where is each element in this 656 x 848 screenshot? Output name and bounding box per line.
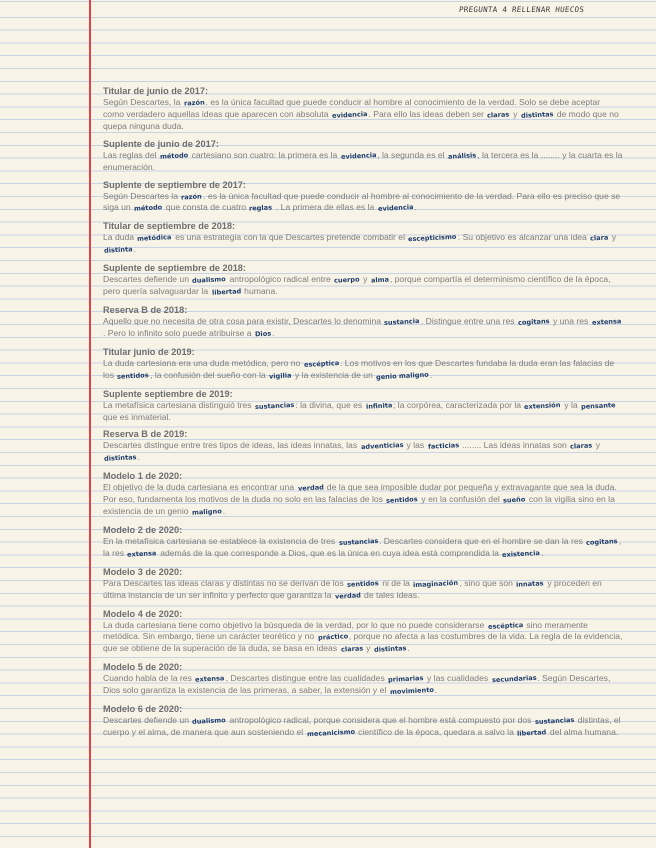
text-segment: La duda [103, 232, 137, 243]
exercise-list [103, 86, 623, 739]
text-segment: . Según Descartes, Dios solo garantiza la existencia de las primeras, a saber, la extensión y el [103, 673, 611, 696]
text-segment: Aquello que no necesita de otra cosa para existir, Descartes lo denomina [103, 315, 384, 326]
text-segment: , la segunda es el [377, 149, 447, 160]
exercise-block [103, 86, 623, 132]
text-segment: , porque compartía el determinismo científico de la época, pero quería salvaguardar la [103, 274, 611, 297]
handwritten-answer: distintas [520, 110, 554, 120]
text-segment: Descartes defiende un [103, 715, 192, 726]
exercise-block [103, 704, 623, 739]
text-segment: sino meramente metódica. Sin embargo, tiene un carácter teorético y no [103, 619, 588, 642]
text-segment: , porque no afecta a las costumbres de la vida. La regla de la evidencia, que se obtiene de la superación de la duda, se basa en ideas [103, 631, 623, 654]
text-segment: y [360, 274, 370, 285]
text-segment: Descartes distingue entre tres tipos de ideas, las ideas innatas, las [103, 440, 360, 451]
text-segment: humana. [241, 286, 278, 297]
exercise-block [103, 609, 623, 656]
text-segment: que consta de cuatro [163, 202, 249, 213]
exercise-text [103, 232, 623, 256]
exercise-text [103, 191, 623, 215]
exercise-block [103, 347, 623, 382]
text-segment: además de la que corresponde a Dios, que es la única en cuya idea está comprendida la [157, 547, 502, 558]
exercise-text [103, 150, 623, 173]
text-segment: . Para ello las ideas deben ser [368, 108, 487, 119]
exercise-text [103, 440, 623, 464]
handwritten-answer: sustancia [384, 317, 421, 327]
text-segment: y [593, 440, 601, 451]
text-segment: y proceden en última instancia de un ser infinito y perfecto que garantiza la [103, 577, 602, 600]
text-segment: y la existencia de un [292, 369, 376, 380]
handwritten-answer: verdad [334, 590, 361, 601]
handwritten-answer: genio maligno [376, 370, 430, 382]
exercise-text [103, 97, 623, 132]
handwritten-answer: dualismo [192, 716, 227, 726]
handwritten-answer: claras [487, 110, 510, 120]
handwritten-answer: sustancias [534, 716, 575, 727]
handwritten-answer: extensa [195, 674, 225, 685]
handwritten-answer: libertad [517, 728, 547, 738]
text-segment: . [222, 506, 226, 517]
exercise-title: Modelo 6 de 2020: [103, 704, 183, 715]
text-segment: , la res [103, 535, 622, 558]
text-segment: distintas, el cuerpo y el alma, de manera que aun sosteniendo el [103, 715, 621, 737]
exercise-text [103, 274, 623, 298]
text-segment: En la metafísica cartesiana se establece la existencia de tres [103, 535, 338, 546]
handwritten-answer: método [133, 203, 163, 214]
handwritten-answer: razón [183, 98, 205, 108]
text-segment: . es la única facultad que puede conducir al hombre al conocimiento de la verdad. Solo se debe aceptar como verdadero aquellas ideas que aparecen con absoluta [103, 97, 601, 119]
text-segment: . [137, 452, 140, 463]
exercise-title: Suplente de septiembre de 2017: [103, 179, 246, 190]
exercise-block [103, 525, 623, 560]
text-segment: cartesiano son cuatro: la primera es la [189, 149, 340, 160]
handwritten-answer: imaginación [413, 578, 459, 589]
exercise-block [103, 389, 623, 423]
exercise-block [103, 429, 623, 464]
exercise-text [103, 316, 623, 340]
text-segment: , sino que son [459, 577, 516, 588]
handwritten-answer: evidencia [340, 150, 377, 161]
handwritten-answer: claras [569, 441, 593, 451]
handwritten-answer: reglas [249, 203, 273, 214]
text-segment: . Pero lo infinito solo puede atribuirse a [103, 327, 254, 338]
exercise-block [103, 662, 623, 697]
exercise-title: Suplente de junio de 2017: [103, 138, 219, 149]
text-segment: . es la única facultad que puede conducir al hombre al conocimiento de la verdad. Para ello es preciso que se siga un [103, 190, 621, 213]
exercise-block [103, 263, 623, 298]
text-segment: ; la corpórea, caracterizada por la [393, 399, 524, 410]
text-segment: y una res [550, 315, 591, 326]
text-segment: Las reglas del [103, 149, 159, 160]
text-segment: . [430, 369, 433, 380]
handwritten-answer: extensa [591, 317, 622, 327]
text-segment: . Descartes considera que en el hombre se dan la res [378, 535, 586, 546]
handwritten-answer: análisis [447, 150, 477, 161]
exercise-text [103, 400, 623, 423]
text-segment: . Distingue entre una res [420, 315, 517, 326]
exercise-title: Modelo 1 de 2020: [103, 471, 183, 482]
text-segment: El objetivo de la duda cartesiana es encontrar una [103, 482, 297, 493]
text-segment: y la [561, 399, 581, 410]
exercise-text [103, 578, 623, 602]
text-segment: de modo que no quepa ninguna duda. [103, 108, 619, 131]
text-segment: . [407, 643, 410, 654]
exercise-text [103, 620, 623, 656]
text-segment: . [272, 327, 275, 338]
handwritten-answer: infinita [365, 400, 393, 411]
exercise-text [103, 358, 623, 382]
exercise-block [103, 221, 623, 256]
handwritten-answer: pensante [580, 400, 616, 411]
text-segment: . [541, 547, 544, 558]
handwritten-header: PREGUNTA 4 RELLENAR HUECOS [458, 5, 585, 14]
handwritten-answer: mecanicismo [306, 727, 355, 739]
exercise-title: Suplente de septiembre de 2018: [103, 263, 246, 274]
text-segment: La metafísica cartesiana distinguió tres [103, 399, 254, 410]
handwritten-answer: existencia [502, 548, 541, 559]
handwritten-answer: evidencia [331, 109, 368, 120]
exercise-text [103, 715, 623, 739]
handwritten-answer: escéptica [303, 358, 340, 369]
text-segment: Según Descartes la [103, 190, 181, 201]
text-segment: y [609, 232, 617, 243]
handwritten-answer: libertad [211, 287, 241, 297]
text-segment: de tales ideas. [361, 589, 420, 600]
handwritten-answer: cogitans [517, 317, 550, 327]
exercise-title: Reserva B de 2019: [103, 429, 188, 440]
text-segment: , la confusión del sueño con la [150, 369, 269, 380]
text-segment: científico de la época, quedara a salvo la [355, 727, 517, 737]
exercise-title: Modelo 3 de 2020: [103, 566, 183, 577]
handwritten-answer: adventicias [360, 441, 404, 452]
handwritten-answer: sueño [502, 495, 526, 505]
handwritten-answer: verdad [297, 483, 324, 493]
exercise-block [103, 305, 623, 340]
text-segment: La duda cartesiana tiene como objetivo la búsqueda de la verdad, por lo que no puede considerarse [103, 619, 487, 630]
text-segment: antropológico radical entre [227, 274, 334, 285]
exercise-title: Modelo 5 de 2020: [103, 662, 183, 673]
exercise-title: Titular de septiembre de 2018: [103, 221, 236, 232]
text-segment: de la que sea imposible dudar por pequeña y extravagante que sea la duda. Por eso, fundamenta los motivos de la duda no solo en las falacias de los [103, 482, 617, 505]
exercise-text [103, 536, 623, 560]
handwritten-answer: maligno [191, 507, 222, 517]
handwritten-answer: extensa [127, 549, 157, 559]
exercise-block [103, 139, 623, 173]
handwritten-answer: alma [370, 275, 390, 285]
text-segment: . [133, 244, 137, 255]
text-segment: . [434, 685, 437, 696]
exercise-title: Modelo 2 de 2020: [103, 524, 183, 535]
text-segment: . La primera de ellas es la [273, 202, 377, 213]
exercise-title: Modelo 4 de 2020: [103, 608, 183, 619]
handwritten-answer: escéptica [487, 620, 524, 631]
text-segment: Descartes defiende un [103, 274, 192, 285]
text-segment: Cuando habla de la res [103, 673, 195, 684]
text-segment: ........ Las ideas innatas son [459, 440, 570, 451]
handwritten-answer: sentidos [386, 495, 419, 505]
handwritten-answer: metódica [137, 233, 172, 244]
handwritten-answer: dualismo [192, 275, 227, 286]
handwritten-answer: movimiento [389, 686, 434, 697]
text-segment: Para Descartes las ideas claras y distintas no se derivan de los [103, 577, 347, 588]
handwritten-answer: cuerpo [333, 275, 360, 285]
text-segment: que es inmaterial. [103, 411, 171, 422]
handwritten-answer: primarias [387, 674, 424, 685]
text-segment: , Descartes distingue entre las cualidades [225, 673, 388, 684]
handwritten-answer: escepticismo [408, 233, 457, 244]
text-segment: y las cualidades [424, 673, 491, 684]
text-segment: La duda cartesiana era una duda metódica, pero no [103, 357, 303, 368]
handwritten-answer: sustancias [338, 536, 379, 547]
text-segment: y en la confusión del [419, 494, 503, 505]
handwritten-answer: distintas [373, 644, 407, 655]
handwritten-answer: sentidos [117, 370, 150, 381]
exercise-block [103, 471, 623, 518]
handwritten-answer: sustancias [254, 400, 295, 411]
text-segment: y [510, 108, 520, 119]
handwritten-answer: Dios [254, 329, 272, 339]
exercise-title: Titular junio de 2019: [103, 346, 195, 357]
text-segment: : la divina, que es [295, 399, 365, 410]
handwritten-answer: facticias [427, 441, 459, 452]
handwritten-answer: sentidos [346, 578, 379, 589]
text-segment: antropológico radical, porque considera que el hombre está compuesto por dos [227, 715, 534, 726]
exercise-text [103, 673, 623, 697]
handwritten-answer: extensión [524, 400, 562, 411]
text-segment: , la tercera es la ........ y la cuarta es la enumeración. [103, 149, 623, 172]
handwritten-answer: evidencia [377, 203, 414, 214]
handwritten-answer: práctico [317, 632, 348, 643]
handwritten-answer: razón [181, 191, 203, 202]
text-segment: es una estrategia con la que Descartes pretende combatir el [172, 232, 408, 243]
exercise-block [103, 180, 623, 215]
handwritten-answer: cogitans [586, 537, 619, 547]
handwritten-answer: método [159, 150, 189, 161]
handwritten-answer: innatas [516, 579, 545, 589]
exercise-title: Titular de junio de 2017: [103, 86, 209, 96]
text-segment: . [414, 202, 417, 213]
text-segment: y [363, 643, 373, 654]
handwritten-answer: distintas [103, 453, 137, 464]
text-segment: . Los motivos en los que Descartes fundaba la duda eran las falacias de los [103, 357, 615, 380]
notebook-margin-line [89, 0, 91, 848]
text-segment: . Su objetivo es alcanzar una idea [457, 232, 590, 243]
handwritten-answer: claras [340, 644, 363, 654]
handwritten-answer: clara [589, 233, 609, 243]
handwritten-answer: secundarias [491, 674, 537, 685]
handwritten-answer: distinta [103, 245, 133, 255]
exercise-title: Suplente septiembre de 2019: [103, 388, 233, 399]
text-segment: y las [404, 440, 427, 451]
text-segment: Según Descartes, la [103, 97, 183, 107]
exercise-title: Reserva B de 2018: [103, 304, 188, 315]
text-segment: del alma humana. [547, 727, 619, 737]
exercise-text [103, 482, 623, 518]
text-segment: con la vigilia sino en la existencia de un genio [103, 494, 615, 517]
exercise-block [103, 567, 623, 602]
handwritten-answer: vigilia [268, 371, 292, 381]
text-segment: ni de la [379, 577, 413, 588]
